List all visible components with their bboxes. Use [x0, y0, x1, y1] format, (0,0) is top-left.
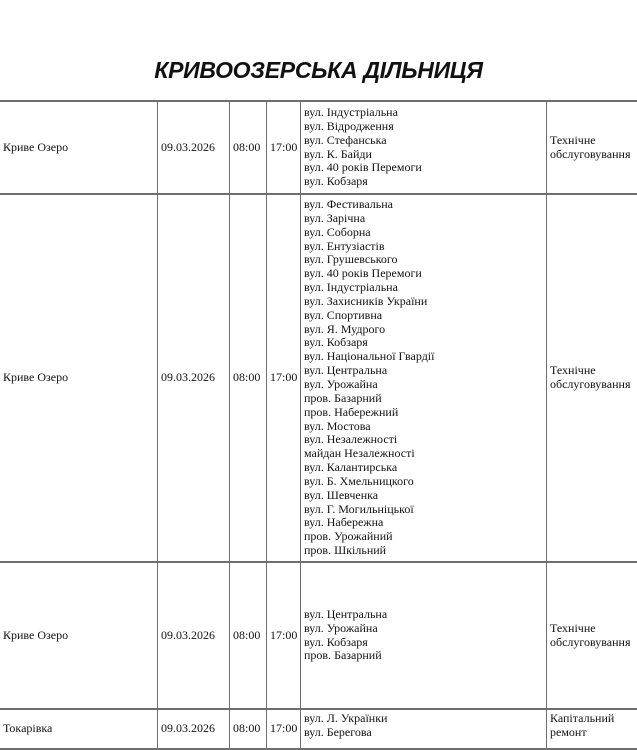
street-item: пров. Шкільний — [304, 544, 543, 558]
work-type-line: Технічне — [550, 622, 636, 636]
date-cell: 09.03.2026 — [158, 709, 230, 749]
street-item: вул. 40 років Перемоги — [304, 267, 543, 281]
work-type-line: обслуговування — [550, 378, 636, 392]
street-item: вул. Відродження — [304, 120, 543, 134]
street-item: вул. Спортивна — [304, 309, 543, 323]
street-item: вул. Урожайна — [304, 378, 543, 392]
table-row — [0, 194, 637, 562]
date-cell: 09.03.2026 — [158, 101, 230, 194]
streets-cell — [301, 562, 547, 709]
street-item: вул. Мостова — [304, 420, 543, 434]
street-item: пров. Базарний — [304, 392, 543, 406]
street-item: вул. Б. Хмельницкого — [304, 475, 543, 489]
street-item: вул. Кобзаря — [304, 636, 543, 650]
work-type-line: ремонт — [550, 726, 636, 740]
street-item: пров. Набережний — [304, 406, 543, 420]
work-type-cell — [547, 562, 637, 709]
outage-schedule-table — [0, 100, 637, 750]
street-item: пров. Базарний — [304, 649, 543, 663]
end-time-cell: 17:00 — [267, 562, 301, 709]
work-type-line: обслуговування — [550, 636, 636, 650]
start-time-cell: 08:00 — [230, 562, 267, 709]
work-type-line: обслуговування — [550, 148, 636, 162]
streets-cell — [301, 194, 547, 562]
street-item: вул. Стефанська — [304, 134, 543, 148]
end-time-cell: 17:00 — [267, 194, 301, 562]
settlement-cell: Криве Озеро — [0, 101, 158, 194]
street-item: вул. Кобзаря — [304, 336, 543, 350]
streets-cell — [301, 709, 547, 749]
street-item: вул. Урожайна — [304, 622, 543, 636]
street-item: пров. Урожайний — [304, 530, 543, 544]
work-type-line: Капітальний — [550, 712, 636, 726]
street-item: вул. Л. Українки — [304, 712, 543, 726]
settlement-cell: Криве Озеро — [0, 562, 158, 709]
street-item: вул. Кобзаря — [304, 175, 543, 189]
street-item: вул. Незалежності — [304, 433, 543, 447]
date-cell: 09.03.2026 — [158, 562, 230, 709]
street-item: вул. Калантирська — [304, 461, 543, 475]
streets-cell — [301, 101, 547, 194]
work-type-line: Технічне — [550, 134, 636, 148]
table-row — [0, 709, 637, 749]
settlement-cell: Токарівка — [0, 709, 158, 749]
street-item: вул. Грушевського — [304, 253, 543, 267]
street-item: вул. Набережна — [304, 516, 543, 530]
start-time-cell: 08:00 — [230, 101, 267, 194]
end-time-cell: 17:00 — [267, 709, 301, 749]
street-item: вул. Захисників України — [304, 295, 543, 309]
date-cell: 09.03.2026 — [158, 194, 230, 562]
work-type-cell — [547, 101, 637, 194]
street-item: вул. Центральна — [304, 364, 543, 378]
end-time-cell: 17:00 — [267, 101, 301, 194]
street-item: вул. 40 років Перемоги — [304, 161, 543, 175]
start-time-cell: 08:00 — [230, 194, 267, 562]
street-item: вул. Я. Мудрого — [304, 323, 543, 337]
street-item: вул. Індустріальна — [304, 281, 543, 295]
work-type-cell — [547, 194, 637, 562]
street-item: вул. К. Байди — [304, 148, 543, 162]
work-type-cell — [547, 709, 637, 749]
table-row — [0, 101, 637, 194]
street-item: вул. Національної Гвардії — [304, 350, 543, 364]
work-type-line: Технічне — [550, 364, 636, 378]
street-item: вул. Шевченка — [304, 489, 543, 503]
settlement-cell: Криве Озеро — [0, 194, 158, 562]
street-item: вул. Г. Могильніцької — [304, 503, 543, 517]
street-item: вул. Фестивальна — [304, 198, 543, 212]
street-item: вул. Ентузіастів — [304, 240, 543, 254]
street-item: вул. Центральна — [304, 608, 543, 622]
street-item: майдан Незалежності — [304, 447, 543, 461]
street-item: вул. Берегова — [304, 726, 543, 740]
street-item: вул. Зарічна — [304, 212, 543, 226]
page-title: КРИВООЗЕРСЬКА ДІЛЬНИЦЯ — [0, 57, 637, 84]
start-time-cell: 08:00 — [230, 709, 267, 749]
table-row — [0, 562, 637, 709]
street-item: вул. Соборна — [304, 226, 543, 240]
street-item: вул. Індустріальна — [304, 106, 543, 120]
